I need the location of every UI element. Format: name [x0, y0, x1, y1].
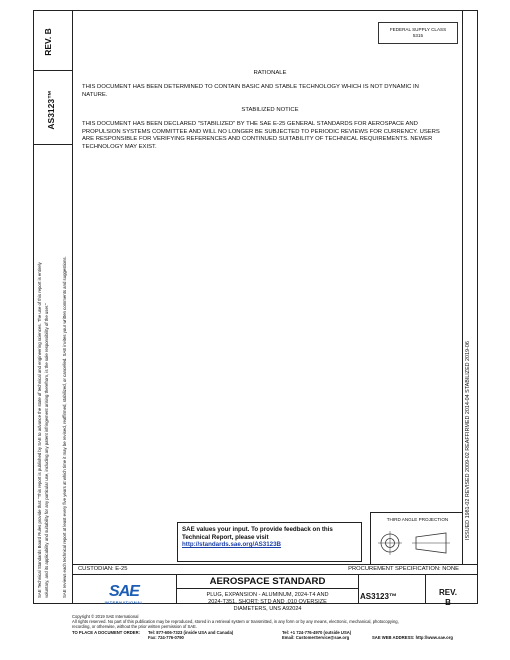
- title-block-title-rule: [176, 588, 359, 589]
- federal-supply-class-box: [378, 22, 458, 44]
- desc-line2: 2024-T351, SHORT; STD AND .010 OVERSIZE: [208, 599, 327, 605]
- rationale-text: THIS DOCUMENT HAS BEEN DETERMINED TO CONTAIN BASIC AND STABLE TECHNOLOGY WHICH IS NOT DYNAMIC IN NATURE.: [82, 84, 419, 98]
- projection-label: THIRD ANGLE PROJECTION: [386, 517, 449, 522]
- rev-left-label: REV.: [43, 36, 53, 56]
- procurement-spec: PROCUREMENT SPECIFICATION: NONE: [348, 566, 459, 572]
- rev-bottom-label: REV.: [439, 588, 457, 597]
- rationale-title: RATIONALE: [253, 70, 287, 76]
- web-address[interactable]: SAE WEB ADDRESS: http://www.sae.org: [372, 635, 453, 640]
- frame-left-outer: [33, 10, 34, 603]
- left-divider-2: [33, 144, 73, 145]
- order-label: TO PLACE A DOCUMENT ORDER:: [72, 630, 141, 635]
- title-block-col3: [425, 574, 426, 603]
- feedback-link[interactable]: http://standards.sae.org/AS3123B: [182, 541, 282, 548]
- left-divider-1: [33, 70, 73, 71]
- tel-us: Tel: 877-606-7323 (inside USA and Canada): [148, 630, 234, 635]
- copyright-line: Copyright © 2019 SAE International: [72, 614, 139, 619]
- custodian: CUSTODIAN: E-25: [78, 566, 128, 572]
- feedback-box: [177, 522, 362, 562]
- sae-note-line1: SAE Technical Standards Board Rules provide that: "This report is published by SAE to advance the state of technical and engineering sciences. The use of this report is entirely: [37, 262, 42, 598]
- sae-logo: [100, 584, 148, 610]
- rev-left-value: B: [43, 28, 53, 35]
- frame-top: [33, 10, 478, 11]
- title-block-row: [72, 574, 478, 575]
- standard-title: AEROSPACE STANDARD: [209, 576, 326, 587]
- feedback-line1: SAE values your input. To provide feedback on this: [182, 526, 333, 533]
- feedback-line2: Technical Report, please visit: [182, 533, 269, 541]
- doc-number-bottom: AS3123™: [360, 592, 397, 601]
- sae-note-line3: SAE reviews each technical report at least every five years at which time it may be revised, reaffirmed, stabilized, or cancelled. SAE invites your written comments and suggestions.: [62, 256, 67, 598]
- email[interactable]: Email: CustomerService@sae.org: [282, 635, 350, 640]
- frame-right-outer: [477, 10, 478, 603]
- rev-left-block: [44, 18, 53, 66]
- notice-text: THIS DOCUMENT HAS BEEN DECLARED "STABILIZED" BY THE SAE E-25 GENERAL STANDARDS FOR AEROSPACE AND PROPULSION SYSTEMS COMMITTEE AND WILL NO LONGER BE SUBJECTED TO PERIODIC REVIEWS FOR CURRENCY. USERS ARE RESPONSIBLE FOR VERIFYING REFERENCES AND CONTINUED SUITABILITY OF TECHNICAL REQUIREMENTS. NEWER TECHNOLOGY MAY EXIST.: [82, 121, 440, 150]
- third-angle-projection-icon: [376, 528, 456, 558]
- frame-left-inner: [72, 10, 73, 603]
- frame-right-inner: [462, 10, 463, 565]
- desc-line1: PLUG, EXPANSION - ALUMINUM, 2024-T4 AND: [206, 592, 329, 598]
- rev-bottom-value: B: [445, 598, 451, 607]
- rights-line1: All rights reserved. No part of this publication may be reproduced, stored in a retrieval system or transmitted, in any form or by any means, electronic, mechanical, photocopying,: [72, 619, 399, 624]
- rights-line2: recording, or otherwise, without the prior written permission of SAE.: [72, 624, 197, 629]
- title-block-top: [72, 564, 478, 565]
- tel-intl: Tel: +1 724-776-4970 (outside USA): [282, 630, 352, 635]
- standard-description: [177, 592, 358, 613]
- fax: Fax: 724-776-0790: [148, 635, 184, 640]
- doc-number-left: AS3123™: [46, 90, 56, 130]
- status-history: ISSUED 1981-02 REVISED 2009-02 REAFFIRMED 2014-04 STABILIZED 2019-06: [465, 341, 471, 540]
- sae-note-line2: voluntary, and its applicability and suitability for any particular use, including any patent infringement arising therefrom, is the sole responsibility of the user.": [44, 303, 49, 598]
- projection-top-border: [370, 512, 462, 513]
- rev-bottom: [428, 588, 468, 608]
- fed-label: FEDERAL SUPPLY CLASS: [389, 27, 447, 32]
- sae-logo-text: SAE: [109, 583, 139, 600]
- sae-logo-sub: INTERNATIONAL: [104, 600, 144, 605]
- fed-value: 5315: [412, 33, 424, 38]
- notice-title: STABILIZED NOTICE: [241, 107, 299, 113]
- desc-line3: DIAMETERS, UNS A92024: [233, 606, 302, 612]
